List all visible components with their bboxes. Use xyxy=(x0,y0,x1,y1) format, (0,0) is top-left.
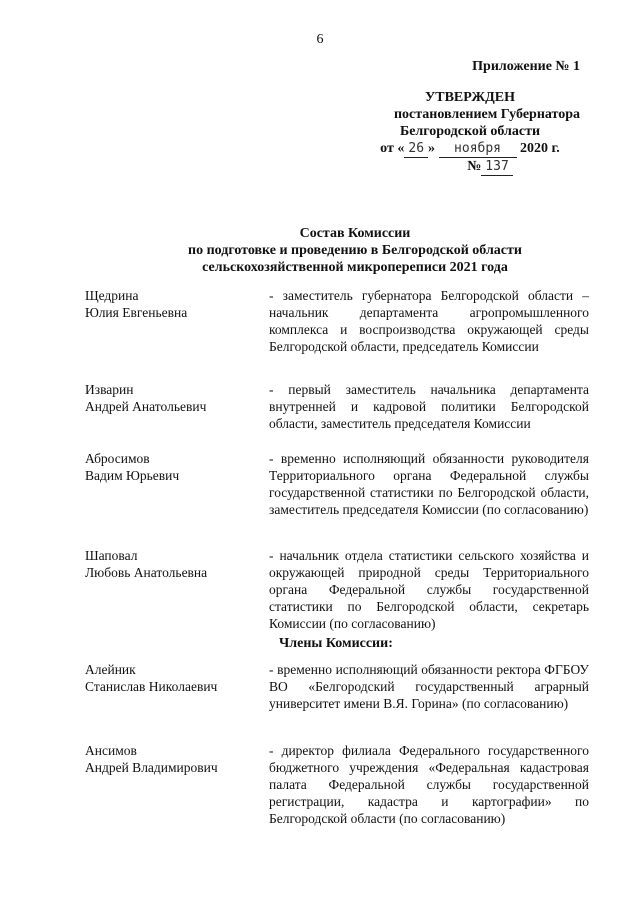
members-heading: Члены Комиссии: xyxy=(279,636,393,651)
approval-region: Белгородской области xyxy=(399,124,541,139)
person-position: - временно исполняющий обязанности ректора ФГБОУ ВО «Белгородский государственный аграрный университет имени В.Я. Горина» (по согласованию) xyxy=(269,662,589,711)
person-name: Ансимов Андрей Владимирович xyxy=(85,743,218,775)
person-name: Шаповал Любовь Анатольевна xyxy=(85,548,208,580)
person-name: Абросимов Вадим Юрьевич xyxy=(85,451,180,483)
approval-authority: постановлением Губернатора xyxy=(393,107,580,122)
person-name: Щедрина Юлия Евгеньевна xyxy=(85,288,188,320)
approval-number-value: 137 xyxy=(481,158,512,176)
person-name: Изварин Андрей Анатольевич xyxy=(85,382,207,414)
title-line-2: по подготовке и проведению в Белгородской области xyxy=(188,243,522,258)
approval-day: 26 xyxy=(404,140,428,158)
approval-block xyxy=(360,58,580,176)
approval-year: 2020 г. xyxy=(520,141,560,156)
approval-number: № 137 xyxy=(360,158,580,176)
approved-label: УТВЕРЖДЕН xyxy=(424,90,516,105)
person-position: - директор филиала Федерального государственного бюджетного учреждения «Федеральная кадастровая палата Федеральной службы государственной регистрации, кадастра и картографии» по Белгородской области (по согласованию) xyxy=(269,743,589,826)
title-line-1: Состав Комиссии xyxy=(299,226,411,241)
person-position: - начальник отдела статистики сельского хозяйства и окружающей природной среды Территориального органа Федеральной службы государственной статистики по Белгородской области, секретарь Комиссии (по согласованию) xyxy=(269,548,589,631)
appendix-label: Приложение № 1 xyxy=(472,59,580,74)
page-number: 6 xyxy=(316,32,324,47)
person-name: Алейник Станислав Николаевич xyxy=(85,662,218,694)
person-position: - первый заместитель начальника департамента внутренней и кадровой политики Белгородской области, заместитель председателя Комиссии xyxy=(269,382,589,431)
approval-month: ноября xyxy=(439,140,517,158)
document-title xyxy=(150,225,560,276)
title-line-3: сельскохозяйственной микропереписи 2021 года xyxy=(202,260,508,275)
person-position: - заместитель губернатора Белгородской области – начальник департамента агропромышленного комплекса и воспроизводства окружающей среды Белгородской области, председатель Комиссии xyxy=(269,288,589,354)
person-position: - временно исполняющий обязанности руководителя Территориального органа Федеральной службы государственной статистики по Белгородской области, заместитель председателя Комиссии (по согласованию) xyxy=(269,451,589,517)
approval-date: от « 26 » ноября 2020 г. xyxy=(380,141,560,156)
